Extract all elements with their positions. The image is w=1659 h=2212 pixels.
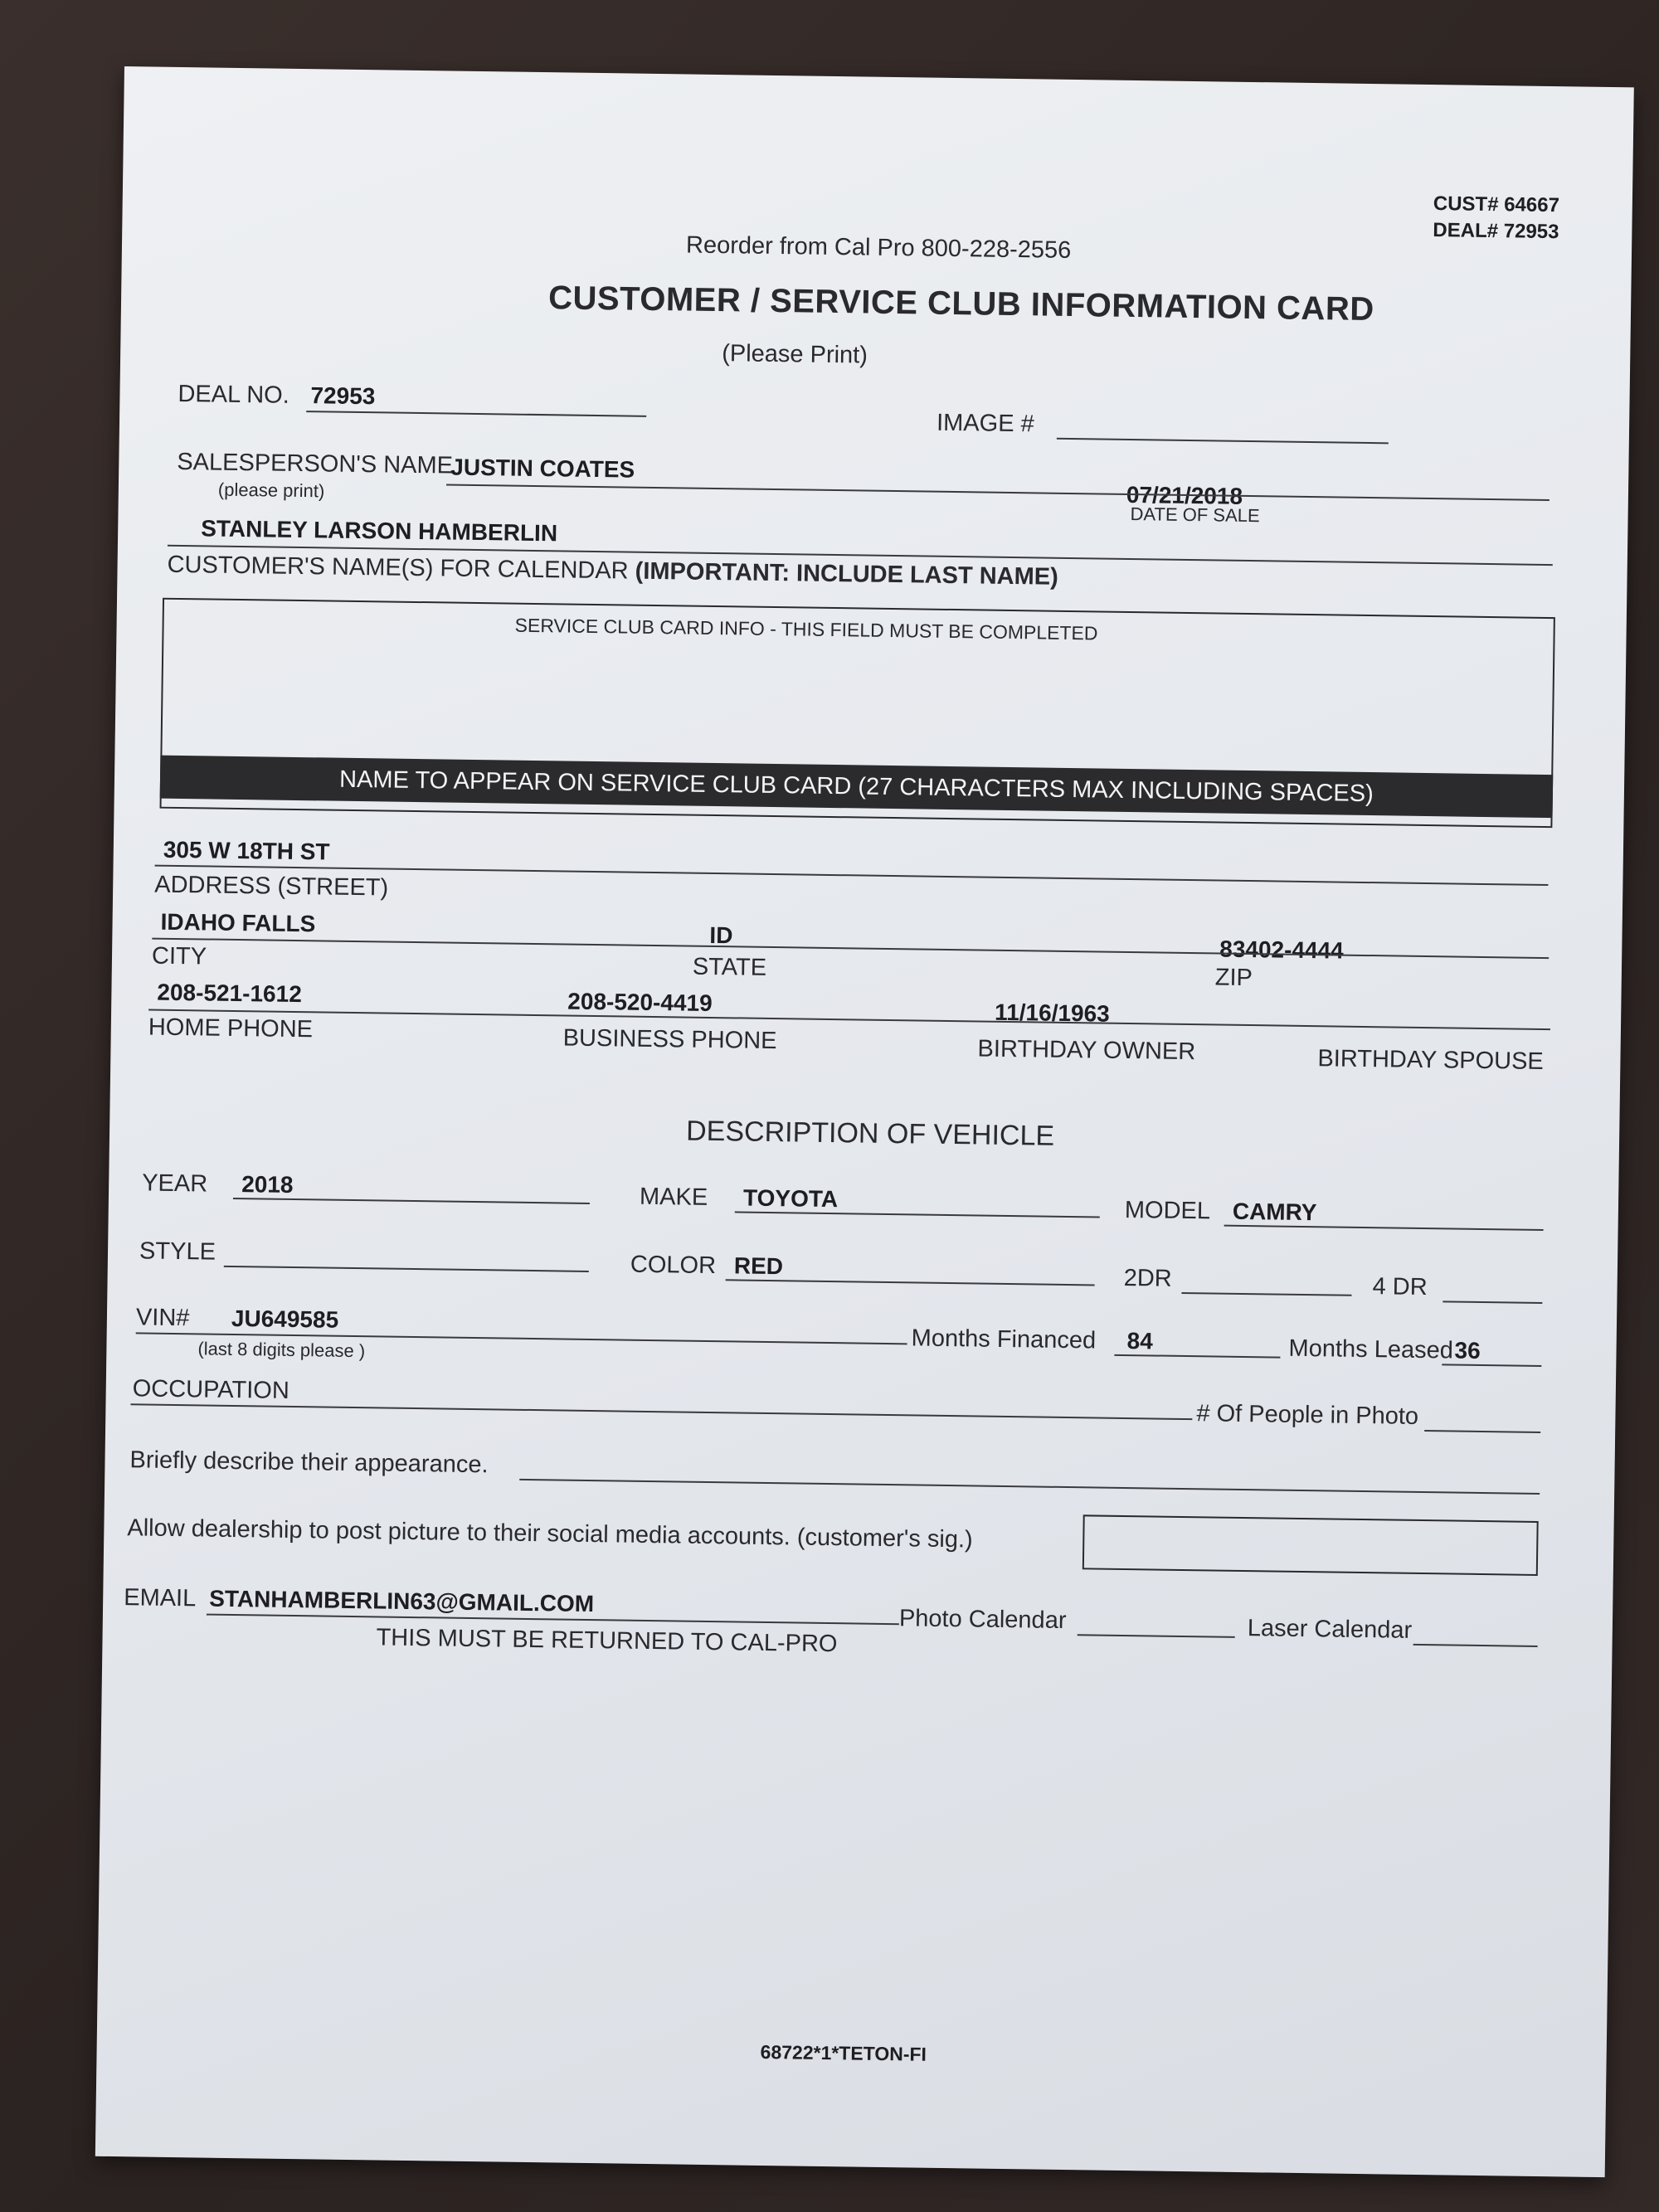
months-leased-line xyxy=(1442,1364,1541,1367)
appearance-label: Briefly describe their appearance. xyxy=(129,1446,489,1479)
home-phone-value[interactable]: 208-521-1612 xyxy=(157,979,302,1008)
birthday-spouse-label: BIRTHDAY SPOUSE xyxy=(1317,1045,1544,1076)
image-line xyxy=(1057,438,1389,445)
two-door-line[interactable] xyxy=(1181,1292,1351,1296)
appearance-line[interactable] xyxy=(519,1479,1540,1495)
email-label: EMAIL xyxy=(123,1584,197,1612)
make-label: MAKE xyxy=(639,1183,708,1211)
people-in-photo-line[interactable] xyxy=(1424,1430,1540,1433)
laser-calendar-label: Laser Calendar xyxy=(1247,1615,1413,1644)
style-line xyxy=(224,1266,589,1272)
city-label: CITY xyxy=(151,942,207,970)
two-door-label: 2DR xyxy=(1123,1264,1172,1292)
deal-no-value[interactable]: 72953 xyxy=(310,382,376,410)
service-club-caption: SERVICE CLUB CARD INFO - THIS FIELD MUST BE COMPLETED xyxy=(514,614,1098,644)
customer-signature-box[interactable] xyxy=(1082,1514,1539,1576)
footer-code: 68722*1*TETON-FI xyxy=(760,2040,927,2065)
zip-label: ZIP xyxy=(1214,964,1253,992)
salesperson-sub: (please print) xyxy=(217,479,325,502)
zip-value[interactable]: 83402-4444 xyxy=(1219,936,1344,964)
four-door-label: 4 DR xyxy=(1372,1273,1428,1301)
salesperson-label: SALESPERSON'S NAME xyxy=(177,448,454,479)
customer-name-important: (IMPORTANT: INCLUDE LAST NAME) xyxy=(635,557,1059,591)
salesperson-line xyxy=(446,484,1550,501)
service-club-bar: NAME TO APPEAR ON SERVICE CLUB CARD (27 CHARACTERS MAX INCLUDING SPACES) xyxy=(160,756,1554,818)
months-financed-line xyxy=(1114,1354,1280,1359)
laser-calendar-line[interactable] xyxy=(1413,1644,1538,1647)
make-value[interactable]: TOYOTA xyxy=(742,1184,839,1213)
phones-line xyxy=(148,1009,1550,1031)
state-label: STATE xyxy=(692,953,767,981)
photo-calendar-label: Photo Calendar xyxy=(898,1605,1067,1635)
customer-name-label: CUSTOMER'S NAME(S) FOR CALENDAR (IMPORTANT: INCLUDE LAST NAME) xyxy=(167,551,1059,591)
vin-sub: (last 8 digits please ) xyxy=(197,1338,366,1362)
months-leased-label: Months Leased xyxy=(1288,1334,1454,1364)
year-value[interactable]: 2018 xyxy=(241,1171,294,1198)
state-value[interactable]: ID xyxy=(709,921,733,949)
model-label: MODEL xyxy=(1124,1196,1211,1225)
color-line xyxy=(726,1279,1095,1286)
birthday-owner-label: BIRTHDAY OWNER xyxy=(977,1035,1196,1066)
color-label: COLOR xyxy=(630,1251,717,1280)
months-financed-value[interactable]: 84 xyxy=(1126,1328,1154,1354)
people-in-photo-label: # Of People in Photo xyxy=(1196,1400,1419,1430)
date-of-sale-label: DATE OF SALE xyxy=(1130,503,1260,527)
vin-label: VIN# xyxy=(135,1304,190,1332)
deal-number-header: DEAL# 72953 xyxy=(1433,219,1559,244)
salesperson-value[interactable]: JUSTIN COATES xyxy=(450,454,635,483)
business-phone-label: BUSINESS PHONE xyxy=(562,1024,777,1055)
home-phone-label: HOME PHONE xyxy=(148,1014,314,1043)
date-of-sale-value[interactable]: 07/21/2018 xyxy=(1126,481,1243,509)
business-phone-value[interactable]: 208-520-4419 xyxy=(567,988,713,1017)
year-label: YEAR xyxy=(141,1169,208,1198)
year-line xyxy=(233,1198,590,1204)
vehicle-heading: DESCRIPTION OF VEHICLE xyxy=(685,1115,1055,1152)
customer-name-value[interactable]: STANLEY LARSON HAMBERLIN xyxy=(201,515,558,547)
reorder-note: Reorder from Cal Pro 800-228-2556 xyxy=(685,231,1072,264)
street-value[interactable]: 305 W 18TH ST xyxy=(163,836,330,865)
birthday-owner-value[interactable]: 11/16/1963 xyxy=(994,999,1110,1027)
model-value[interactable]: CAMRY xyxy=(1232,1198,1317,1226)
occupation-line[interactable] xyxy=(130,1403,1192,1420)
make-line xyxy=(735,1211,1100,1218)
occupation-label: OCCUPATION xyxy=(132,1375,289,1404)
please-print: (Please Print) xyxy=(722,340,868,369)
photo-calendar-line[interactable] xyxy=(1078,1634,1235,1638)
form-paper xyxy=(95,66,1634,2177)
model-line xyxy=(1224,1225,1544,1231)
street-label: ADDRESS (STREET) xyxy=(154,871,389,902)
four-door-line[interactable] xyxy=(1443,1300,1542,1304)
months-leased-value[interactable]: 36 xyxy=(1454,1337,1481,1364)
deal-no-label: DEAL NO. xyxy=(178,380,289,409)
deal-no-line xyxy=(306,411,646,417)
months-financed-label: Months Financed xyxy=(911,1325,1097,1354)
return-note: THIS MUST BE RETURNED TO CAL-PRO xyxy=(376,1624,838,1658)
image-label: IMAGE # xyxy=(936,409,1034,438)
style-label: STYLE xyxy=(139,1237,216,1266)
cust-number: CUST# 64667 xyxy=(1433,192,1560,217)
city-value[interactable]: IDAHO FALLS xyxy=(160,908,316,937)
vin-value[interactable]: JU649585 xyxy=(231,1305,339,1333)
color-value[interactable]: RED xyxy=(733,1252,784,1280)
email-value[interactable]: STANHAMBERLIN63@GMAIL.COM xyxy=(209,1585,595,1617)
social-media-label: Allow dealership to post picture to their social media accounts. (customer's sig.) xyxy=(127,1514,973,1553)
form-title: CUSTOMER / SERVICE CLUB INFORMATION CARD xyxy=(547,280,1374,328)
